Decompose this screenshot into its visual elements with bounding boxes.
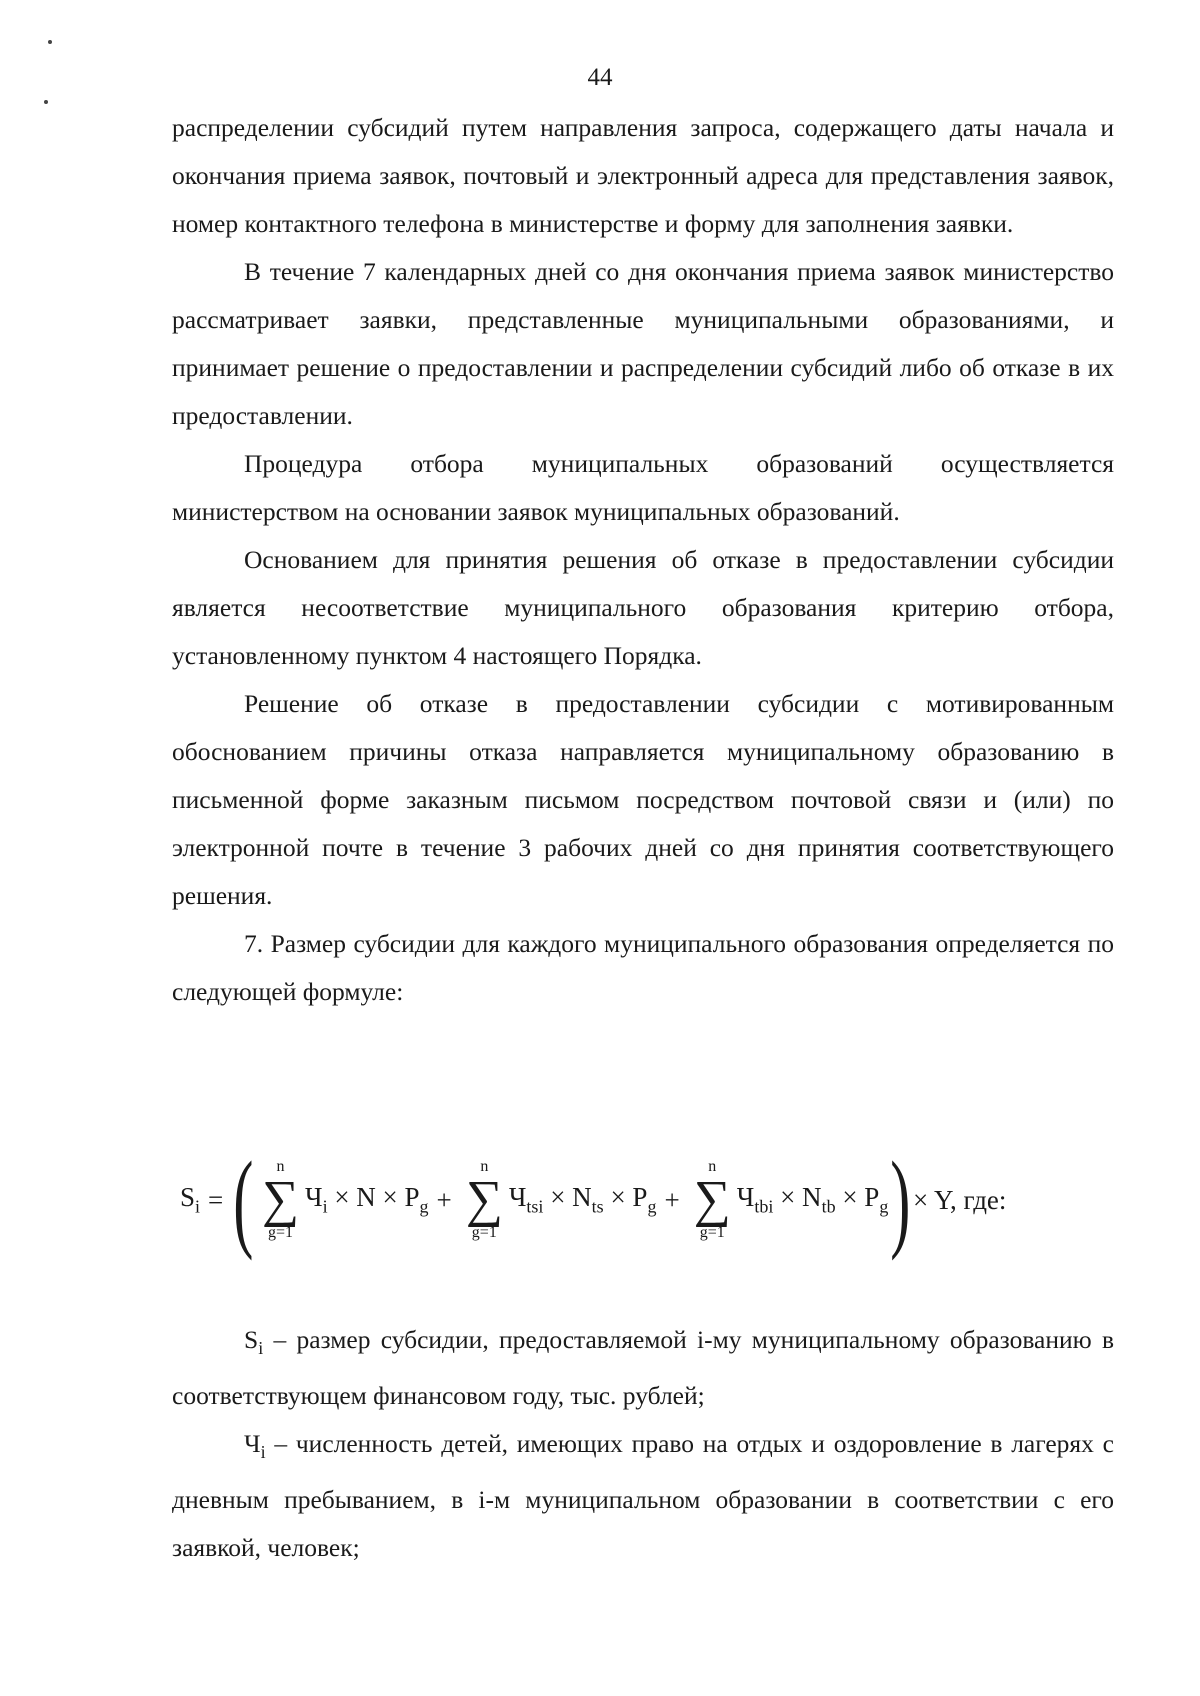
paragraph: Решение об отказе в предоставлении субсидии с мотивированным обоснованием причины отказа направляется муниципальному образованию в письменной форме заказным письмом посредством почтовой связи и (или) по электронной почте в течение 3 рабочих дней со дня принятия соответствующего решения. (172, 689, 1114, 910)
summation-2: n ∑ g=1 (465, 1158, 503, 1241)
paragraph: Процедура отбора муниципальных образований осуществляется министерством на основании заявок муниципальных образований. (172, 449, 1114, 526)
definition-ch: $Ч_i$ – численность детей, имеющих право на отдых и оздоровление в лагерях с дневным пребыванием, в i-м муниципальном образовании в соответствии с его заявкой, человек; (172, 1429, 1114, 1563)
formula-equals: = (208, 1184, 224, 1215)
paragraph: распределении субсидий путем направления запроса, содержащего даты начала и окончания приема заявок, почтовый и электронный адреса для представления заявок, номер контактного телефона в министерстве и форму для заполнения заявки. (172, 113, 1114, 238)
formula-term-1: $Ч_i \times N \times P_g$ (305, 1182, 429, 1217)
subsidy-formula (180, 1140, 1160, 1260)
formula-tail: × Y, где: (912, 1184, 1007, 1215)
right-paren: ) (890, 1139, 911, 1261)
definitions (172, 1316, 1114, 1572)
summation-3: n ∑ g=1 (693, 1158, 731, 1241)
plus-sign: + (664, 1184, 680, 1215)
left-paren: ( (233, 1139, 254, 1261)
definition-s: $S_i$ – размер субсидии, предоставляемой i-му муниципальному образованию в соответствующем финансовом году, тыс. рублей; (172, 1325, 1114, 1411)
scan-speck (48, 40, 52, 44)
paragraph: В течение 7 календарных дней со дня окончания приема заявок министерство рассматривает заявки, представленные муниципальными образованиями, и принимает решение о предоставлении и распределении субсидий либо об отказе в их предоставлении. (172, 257, 1114, 430)
formula-term-3: $Ч_{tbi} \times N_{tb} \times P_g$ (736, 1182, 889, 1217)
formula-term-2: $Ч_{tsi} \times N_{ts} \times P_g$ (508, 1182, 657, 1217)
paragraph: 7. Размер субсидии для каждого муниципального образования определяется по следующей формуле: (172, 929, 1114, 1006)
paragraph: Основанием для принятия решения об отказе в предоставлении субсидии является несоответствие муниципального образования критерию отбора, установленному пунктом 4 настоящего Порядка. (172, 545, 1114, 670)
page-number: 44 (587, 64, 613, 91)
formula-lhs: $S_i$ (180, 1182, 201, 1217)
plus-sign: + (436, 1184, 452, 1215)
body-text (172, 104, 1114, 1016)
scan-speck (44, 100, 48, 104)
summation-1: n ∑ g=1 (261, 1158, 299, 1241)
